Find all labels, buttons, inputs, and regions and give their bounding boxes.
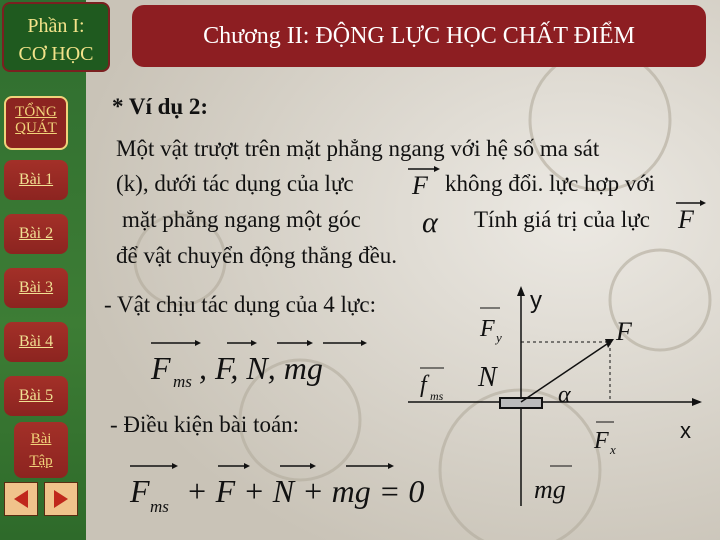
sidebar-item-label: Bài: [30, 431, 52, 447]
Fy-sub: y: [496, 330, 502, 345]
fms-label: f: [420, 372, 427, 398]
F-label: F: [616, 317, 632, 346]
part-title: [2, 2, 110, 72]
next-slide-button[interactable]: [44, 482, 78, 516]
part-title-line1: Phần I:: [27, 15, 85, 37]
Fx-label: F: [594, 428, 609, 454]
sidebar-item-bai-3[interactable]: [4, 268, 68, 308]
y-axis-label: y: [530, 287, 542, 314]
chapter-title-text: Chương II: ĐỘNG LỰC HỌC CHẤT ĐIỂM: [203, 22, 635, 49]
sidebar-item-label: Bài 3: [18, 279, 54, 296]
sidebar-item-bai-4[interactable]: [4, 322, 68, 362]
forces-list-ms: ms: [173, 372, 192, 391]
alpha-icon: [420, 208, 460, 236]
x-axis-label: x: [680, 418, 691, 443]
chapter-title: [132, 5, 706, 67]
problem-line-3a: mặt phẳng ngang một góc: [122, 207, 361, 232]
sidebar-item-bai-tap[interactable]: [14, 422, 68, 478]
forces-list-F: F: [151, 350, 171, 386]
conditions-intro: - Điều kiện bài toán:: [110, 412, 300, 437]
equation-rest: + F + N + mg = 0: [186, 473, 425, 509]
block: [500, 398, 542, 408]
forces-list-formula: [145, 335, 375, 395]
force-F-symbol: [404, 164, 440, 198]
sidebar-item-bai-5[interactable]: [4, 376, 68, 416]
sidebar-item-label: TỔNG: [15, 104, 57, 120]
slide-nav: [4, 482, 84, 516]
F-symbol-text: F: [412, 171, 428, 198]
problem-line-3b: Tính giá trị của lực: [474, 207, 650, 232]
sidebar-item-tong-quat[interactable]: [4, 96, 68, 150]
x-axis-arrow: [692, 398, 702, 406]
alpha-symbol-text: α: [422, 208, 438, 236]
sidebar-item-label: Bài 1: [18, 171, 54, 188]
mg-label: mg: [534, 475, 566, 504]
equation-F: F: [130, 473, 150, 509]
force-F-symbol-2: [674, 198, 706, 234]
arrow-right-icon: [50, 488, 72, 510]
force-diagram: [400, 280, 718, 510]
problem-line-4: để vật chuyển động thẳng đều.: [116, 243, 398, 268]
F-symbol-text-2: F: [678, 205, 694, 234]
sidebar-item-bai-2[interactable]: [4, 214, 68, 254]
Fx-sub: x: [610, 442, 616, 457]
fms-sub: ms: [430, 389, 444, 403]
sidebar-item-label: Tập: [29, 453, 53, 469]
arrow-left-icon: [10, 488, 32, 510]
alpha-label: α: [558, 382, 571, 408]
sidebar-item-bai-1[interactable]: [4, 160, 68, 200]
sidebar-item-label: Bài 4: [18, 333, 54, 350]
problem-line-2a: (k), dưới tác dụng của lực: [116, 171, 354, 196]
sidebar-item-label: Bài 5: [18, 387, 54, 404]
Fy-label: F: [480, 316, 495, 342]
sidebar-item-label: QUÁT: [15, 120, 57, 136]
equation-ms: ms: [150, 497, 169, 516]
example-title: * Ví dụ 2:: [112, 94, 209, 119]
problem-line-2b: không đổi. lực hợp với: [445, 171, 655, 196]
y-axis-arrow: [517, 286, 525, 296]
prev-slide-button[interactable]: [4, 482, 38, 516]
forces-intro: - Vật chịu tác dụng của 4 lực:: [104, 292, 376, 317]
problem-line-1: Một vật trượt trên mặt phẳng ngang với hệ số ma sát: [116, 136, 600, 161]
part-title-line2: CƠ HỌC: [18, 43, 94, 65]
N-label: N: [478, 362, 497, 393]
sidebar-item-label: Bài 2: [18, 225, 54, 242]
forces-list-rest: , F, N, mg: [199, 350, 323, 386]
